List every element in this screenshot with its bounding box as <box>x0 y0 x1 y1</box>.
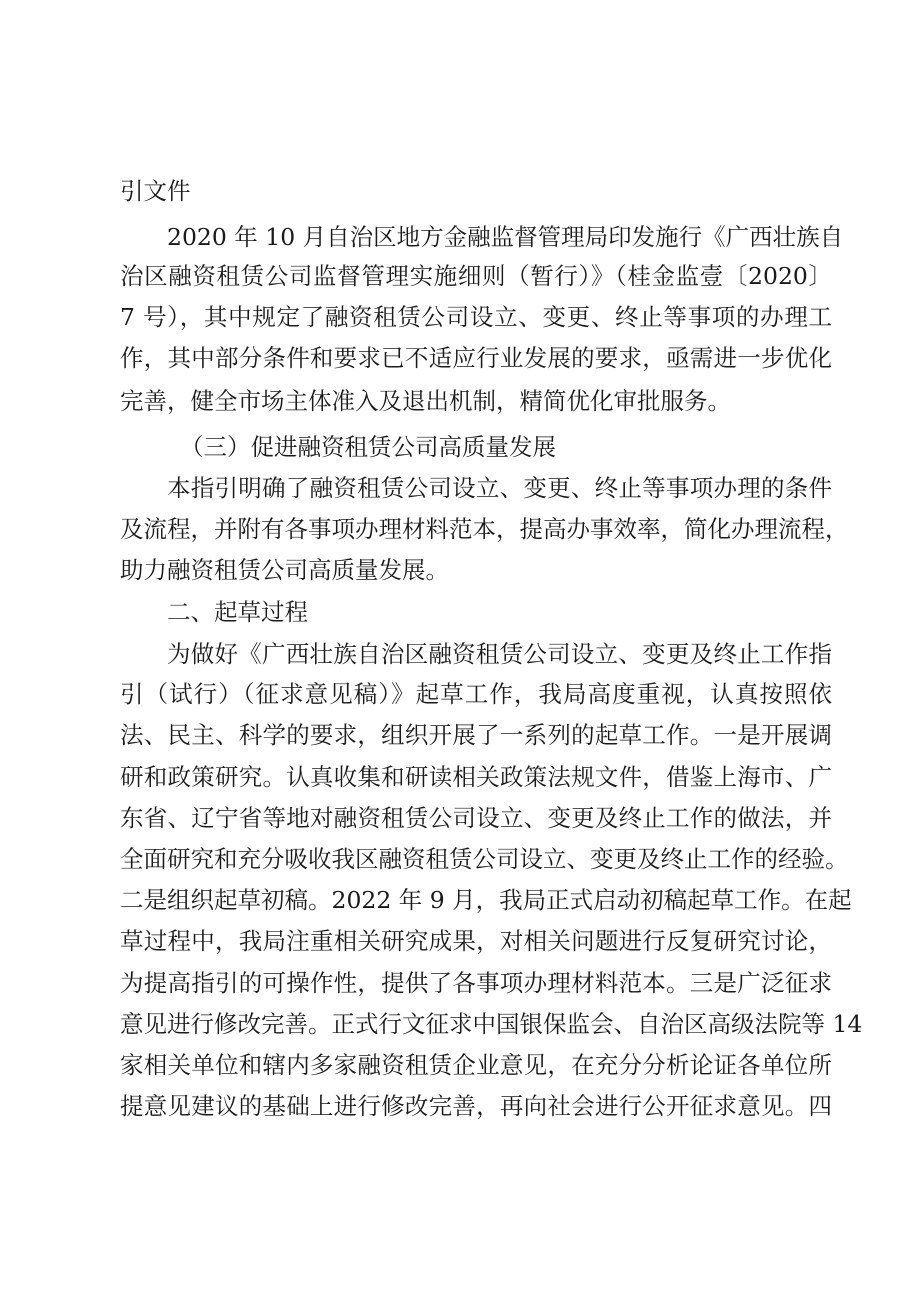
text-line: 引文件 <box>120 177 191 205</box>
text-line: 草过程中，我局注重相关研究成果，对相关问题进行反复研究讨论， <box>120 927 832 955</box>
text-line: 引（试行）（征求意见稿）》起草工作，我局高度重视，认真按照依 <box>120 680 832 708</box>
text-line: 治区融资租赁公司监督管理实施细则（暂行）》（桂金监壹〔2020〕 <box>120 262 832 290</box>
text-line: 研和政策研究。认真收集和研读相关政策法规文件，借鉴上海市、广 <box>120 763 832 791</box>
text-line: 2020 年 10 月自治区地方金融监督管理局印发施行《广西壮族自 <box>167 223 844 251</box>
text-line: 完善，健全市场主体准入及退出机制，精简优化审批服务。 <box>120 387 731 415</box>
text-line: 法、民主、科学的要求，组织开展了一系列的起草工作。一是开展调 <box>120 721 832 749</box>
text-line: 意见进行修改完善。正式行文征求中国银保监会、自治区高级法院等 14 <box>120 1010 863 1038</box>
text-line: 全面研究和充分吸收我区融资租赁公司设立、变更及终止工作的经验。 <box>120 845 849 873</box>
text-line: 本指引明确了融资租赁公司设立、变更、终止等事项办理的条件 <box>167 474 832 502</box>
text-line: 7 号），其中规定了融资租赁公司设立、变更、终止等事项的办理工 <box>120 303 832 331</box>
section-heading: （三）促进融资租赁公司高质量发展 <box>180 433 556 461</box>
text-line: 提意见建议的基础上进行修改完善，再向社会进行公开征求意见。四 <box>120 1092 832 1120</box>
text-line: 东省、辽宁省等地对融资租赁公司设立、变更及终止工作的做法，并 <box>120 804 832 832</box>
text-line: 作，其中部分条件和要求已不适应行业发展的要求，亟需进一步优化 <box>120 344 832 372</box>
text-line: 及流程，并附有各事项办理材料范本，提高办事效率，简化办理流程， <box>120 515 849 543</box>
section-heading: 二、起草过程 <box>167 598 308 626</box>
text-line: 二是组织起草初稿。2022 年 9 月，我局正式启动初稿起草工作。在起 <box>120 886 852 914</box>
text-line: 为做好《广西壮族自治区融资租赁公司设立、变更及终止工作指 <box>167 640 832 668</box>
text-line: 家相关单位和辖内多家融资租赁企业意见，在充分分析论证各单位所 <box>120 1051 832 1079</box>
text-line: 助力融资租赁公司高质量发展。 <box>120 556 449 584</box>
text-line: 为提高指引的可操作性，提供了各事项办理材料范本。三是广泛征求 <box>120 969 832 997</box>
